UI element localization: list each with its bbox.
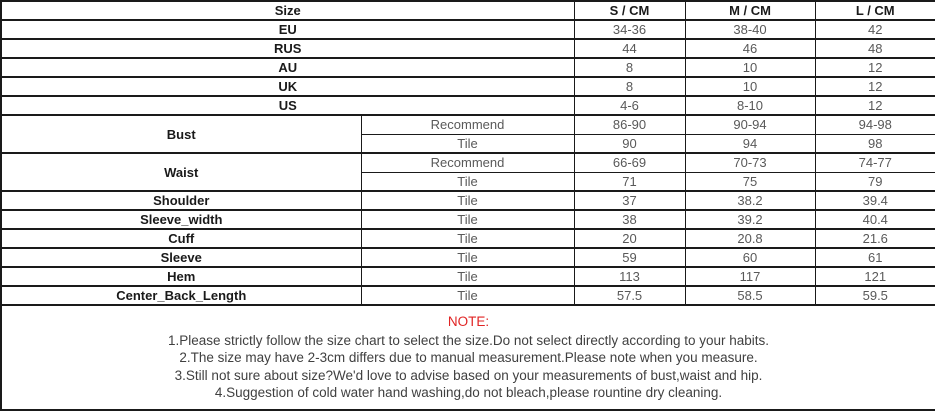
cell-value: 46 bbox=[685, 39, 815, 58]
cell-value: 117 bbox=[685, 267, 815, 286]
cell-value: 44 bbox=[574, 39, 685, 58]
cell-value: 38 bbox=[574, 210, 685, 229]
measure-row-sleeve bbox=[1, 248, 935, 267]
measure-label: Shoulder bbox=[1, 191, 361, 210]
measure-row-bust bbox=[1, 115, 935, 134]
measure-label: Sleeve bbox=[1, 248, 361, 267]
cell-value: 12 bbox=[815, 77, 935, 96]
cell-value: 34-36 bbox=[574, 20, 685, 39]
cell-value: 20.8 bbox=[685, 229, 815, 248]
measure-row-waist bbox=[1, 153, 935, 172]
cell-value: 39.4 bbox=[815, 191, 935, 210]
cell-value: 74-77 bbox=[815, 153, 935, 172]
size-row-au bbox=[1, 58, 935, 77]
cell-value: 38.2 bbox=[685, 191, 815, 210]
size-row-eu bbox=[1, 20, 935, 39]
measure-label: Bust bbox=[1, 115, 361, 153]
cell-value: 10 bbox=[685, 58, 815, 77]
cell-value: 21.6 bbox=[815, 229, 935, 248]
note-line-2: 2.The size may have 2-3cm differs due to manual measurement.Please note when you measure. bbox=[179, 350, 758, 365]
measure-type: Recommend bbox=[361, 115, 574, 134]
cell-value: 90-94 bbox=[685, 115, 815, 134]
cell-value: 10 bbox=[685, 77, 815, 96]
cell-value: 66-69 bbox=[574, 153, 685, 172]
measure-type: Tile bbox=[361, 191, 574, 210]
cell-value: 98 bbox=[815, 134, 935, 153]
row-label: UK bbox=[1, 77, 574, 96]
cell-value: 75 bbox=[685, 172, 815, 191]
cell-value: 61 bbox=[815, 248, 935, 267]
measure-label: Waist bbox=[1, 153, 361, 191]
cell-value: 58.5 bbox=[685, 286, 815, 305]
cell-value: 48 bbox=[815, 39, 935, 58]
cell-value: 40.4 bbox=[815, 210, 935, 229]
cell-value: 20 bbox=[574, 229, 685, 248]
measure-label: Hem bbox=[1, 267, 361, 286]
measure-type: Tile bbox=[361, 229, 574, 248]
header-row bbox=[1, 1, 935, 20]
measure-row-shoulder bbox=[1, 191, 935, 210]
header-size-label: Size bbox=[1, 1, 574, 20]
size-row-us bbox=[1, 96, 935, 115]
row-label: RUS bbox=[1, 39, 574, 58]
measure-row-hem bbox=[1, 267, 935, 286]
note-title: NOTE: bbox=[447, 313, 490, 329]
measure-row-sleeve-width bbox=[1, 210, 935, 229]
measure-type: Tile bbox=[361, 134, 574, 153]
cell-value: 70-73 bbox=[685, 153, 815, 172]
cell-value: 86-90 bbox=[574, 115, 685, 134]
size-row-uk bbox=[1, 77, 935, 96]
note-line-3: 3.Still not sure about size?We'd love to advise based on your measurements of bust,waist and hip. bbox=[174, 367, 763, 383]
measure-type: Tile bbox=[361, 172, 574, 191]
cell-value: 59.5 bbox=[815, 286, 935, 305]
measure-type: Tile bbox=[361, 210, 574, 229]
note-line-4: 4.Suggestion of cold water hand washing,do not bleach,please rountine dry cleaning. bbox=[214, 385, 723, 400]
cell-value: 90 bbox=[574, 134, 685, 153]
measure-type: Tile bbox=[361, 248, 574, 267]
cell-value: 79 bbox=[815, 172, 935, 191]
note-line-1: 1.Please strictly follow the size chart to select the size.Do not select directly according to your habits. bbox=[167, 332, 770, 348]
row-label: AU bbox=[1, 58, 574, 77]
cell-value: 12 bbox=[815, 96, 935, 115]
cell-value: 59 bbox=[574, 248, 685, 267]
note-section bbox=[1, 305, 935, 410]
measure-type: Recommend bbox=[361, 153, 574, 172]
cell-value: 4-6 bbox=[574, 96, 685, 115]
column-header-s: S / CM bbox=[574, 1, 685, 20]
cell-value: 38-40 bbox=[685, 20, 815, 39]
cell-value: 42 bbox=[815, 20, 935, 39]
measure-type: Tile bbox=[361, 286, 574, 305]
cell-value: 94 bbox=[685, 134, 815, 153]
cell-value: 57.5 bbox=[574, 286, 685, 305]
cell-value: 8 bbox=[574, 77, 685, 96]
row-label: EU bbox=[1, 20, 574, 39]
measure-label: Cuff bbox=[1, 229, 361, 248]
column-header-m: M / CM bbox=[685, 1, 815, 20]
cell-value: 113 bbox=[574, 267, 685, 286]
measure-label: Center_Back_Length bbox=[1, 286, 361, 305]
cell-value: 121 bbox=[815, 267, 935, 286]
cell-value: 71 bbox=[574, 172, 685, 191]
cell-value: 8-10 bbox=[685, 96, 815, 115]
measure-row-cuff bbox=[1, 229, 935, 248]
measure-type: Tile bbox=[361, 267, 574, 286]
row-label: US bbox=[1, 96, 574, 115]
note-row bbox=[1, 305, 935, 410]
cell-value: 39.2 bbox=[685, 210, 815, 229]
cell-value: 60 bbox=[685, 248, 815, 267]
cell-value: 37 bbox=[574, 191, 685, 210]
column-header-l: L / CM bbox=[815, 1, 935, 20]
measure-row-center-back-length bbox=[1, 286, 935, 305]
cell-value: 94-98 bbox=[815, 115, 935, 134]
measure-label: Sleeve_width bbox=[1, 210, 361, 229]
size-row-rus bbox=[1, 39, 935, 58]
cell-value: 8 bbox=[574, 58, 685, 77]
cell-value: 12 bbox=[815, 58, 935, 77]
